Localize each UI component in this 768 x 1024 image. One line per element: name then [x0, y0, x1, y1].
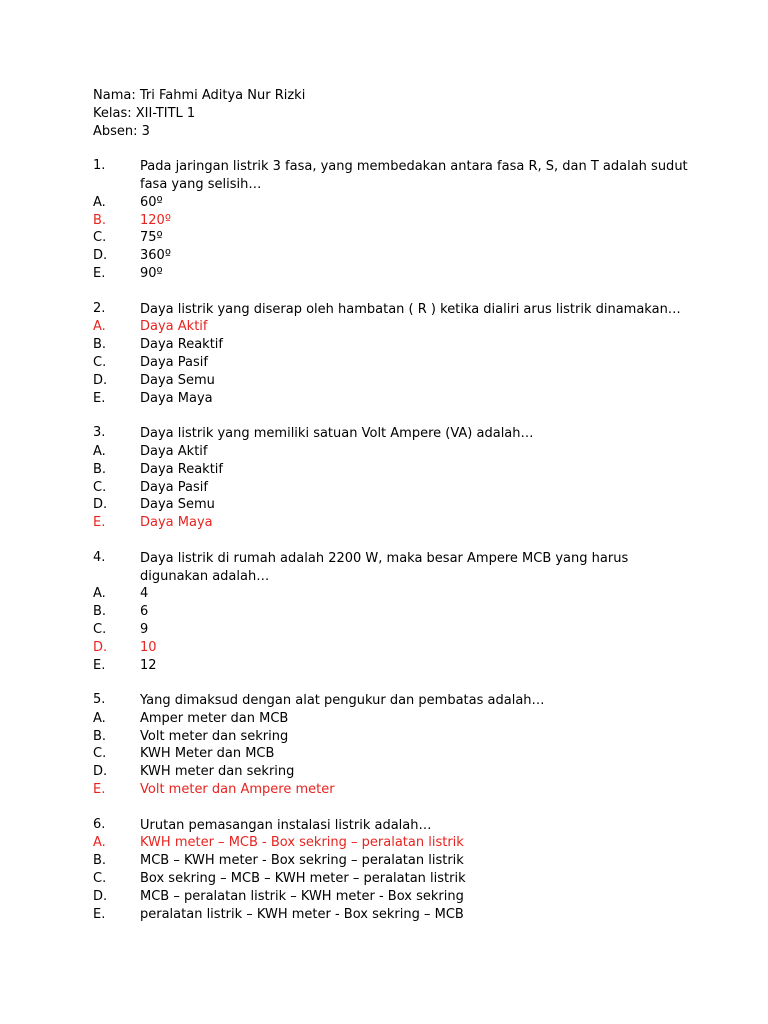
- question-text: Pada jaringan listrik 3 fasa, yang membedakan antara fasa R, S, dan T adalah sudut fasa yang selisih…: [140, 159, 688, 192]
- answer-option: [93, 745, 693, 763]
- answer-option: [93, 443, 693, 461]
- option-letter: C.: [93, 230, 107, 246]
- answer-option: [93, 657, 693, 675]
- option-text: 60º: [140, 194, 163, 210]
- student-attendance-number: Absen: 3: [93, 123, 150, 139]
- question-1: [93, 158, 693, 283]
- option-letter: A.: [93, 835, 106, 851]
- option-text: 6: [140, 604, 149, 620]
- question-text: Urutan pemasangan instalasi listrik adalah…: [140, 817, 432, 833]
- option-letter: A.: [93, 443, 106, 459]
- option-letter: A.: [93, 586, 106, 602]
- question-stem: [93, 301, 693, 319]
- option-letter: B.: [93, 728, 107, 744]
- answer-option: [93, 229, 693, 247]
- question-stem: [93, 817, 693, 835]
- question-number: 3.: [93, 425, 106, 441]
- question-3: [93, 425, 693, 532]
- option-letter: C.: [93, 746, 107, 762]
- question-list: [93, 158, 693, 923]
- option-letter: D.: [93, 248, 108, 264]
- answer-option: [93, 763, 693, 781]
- option-text: MCB – peralatan listrik – KWH meter - Box sekring: [140, 888, 464, 904]
- option-letter: D.: [93, 497, 108, 513]
- option-text: 4: [140, 586, 149, 602]
- answer-option: [93, 336, 693, 354]
- option-text: 9: [140, 621, 149, 637]
- option-text: 10: [140, 639, 157, 655]
- option-letter: B.: [93, 461, 107, 477]
- option-text: 120º: [140, 212, 171, 228]
- option-text: KWH meter – MCB - Box sekring – peralatan listrik: [140, 835, 464, 851]
- option-text: Daya Semu: [140, 497, 215, 513]
- option-letter: B.: [93, 853, 107, 869]
- question-5: [93, 692, 693, 799]
- question-4: [93, 550, 693, 675]
- question-stem: [93, 425, 693, 443]
- option-letter: C.: [93, 354, 107, 370]
- option-text: Daya Aktif: [140, 443, 208, 459]
- option-text: Daya Reaktif: [140, 337, 223, 353]
- answer-option: [93, 621, 693, 639]
- option-text: MCB – KWH meter - Box sekring – peralatan listrik: [140, 853, 464, 869]
- option-text: Daya Pasif: [140, 354, 208, 370]
- answer-option: [93, 247, 693, 265]
- option-letter: E.: [93, 657, 106, 673]
- option-text: 90º: [140, 265, 163, 281]
- option-text: peralatan listrik – KWH meter - Box sekring – MCB: [140, 906, 464, 922]
- option-text: Daya Maya: [140, 515, 213, 531]
- option-text: Daya Maya: [140, 390, 213, 406]
- option-letter: E.: [93, 390, 106, 406]
- option-text: Amper meter dan MCB: [140, 710, 289, 726]
- option-letter: D.: [93, 639, 108, 655]
- answer-option: [93, 888, 693, 906]
- answer-option-correct: [93, 834, 693, 852]
- answer-option: [93, 728, 693, 746]
- option-letter: E.: [93, 906, 106, 922]
- option-letter: A.: [93, 710, 106, 726]
- question-2: [93, 301, 693, 408]
- option-text: 360º: [140, 248, 171, 264]
- document-content: [93, 87, 693, 941]
- option-letter: B.: [93, 212, 107, 228]
- question-stem: [93, 158, 693, 194]
- option-text: Volt meter dan Ampere meter: [140, 782, 335, 798]
- answer-option: [93, 390, 693, 408]
- option-letter: D.: [93, 764, 108, 780]
- option-text: Daya Semu: [140, 372, 215, 388]
- answer-option: [93, 870, 693, 888]
- option-letter: A.: [93, 319, 106, 335]
- option-letter: E.: [93, 265, 106, 281]
- option-text: KWH Meter dan MCB: [140, 746, 275, 762]
- answer-option-correct: [93, 212, 693, 230]
- question-text: Daya listrik yang memiliki satuan Volt Ampere (VA) adalah…: [140, 426, 534, 442]
- option-text: Daya Pasif: [140, 479, 208, 495]
- question-stem: [93, 550, 693, 586]
- answer-option: [93, 496, 693, 514]
- option-letter: B.: [93, 337, 107, 353]
- option-text: 12: [140, 657, 157, 673]
- option-letter: E.: [93, 782, 106, 798]
- answer-option: [93, 710, 693, 728]
- answer-option: [93, 906, 693, 924]
- answer-option: [93, 354, 693, 372]
- answer-option: [93, 479, 693, 497]
- option-letter: C.: [93, 871, 107, 887]
- answer-option: [93, 372, 693, 390]
- option-letter: E.: [93, 515, 106, 531]
- question-number: 5.: [93, 692, 106, 708]
- option-text: Volt meter dan sekring: [140, 728, 289, 744]
- question-number: 1.: [93, 158, 106, 174]
- answer-option-correct: [93, 318, 693, 336]
- option-text: Daya Reaktif: [140, 461, 223, 477]
- option-letter: D.: [93, 372, 108, 388]
- option-text: Box sekring – MCB – KWH meter – peralatan listrik: [140, 871, 466, 887]
- answer-option-correct: [93, 514, 693, 532]
- answer-option: [93, 852, 693, 870]
- option-letter: C.: [93, 479, 107, 495]
- question-6: [93, 817, 693, 924]
- answer-option-correct: [93, 781, 693, 799]
- option-letter: C.: [93, 621, 107, 637]
- option-text: 75º: [140, 230, 163, 246]
- option-text: Daya Aktif: [140, 319, 208, 335]
- answer-option: [93, 265, 693, 283]
- answer-option-correct: [93, 639, 693, 657]
- question-number: 4.: [93, 549, 106, 565]
- option-letter: D.: [93, 888, 108, 904]
- question-text: Daya listrik di rumah adalah 2200 W, maka besar Ampere MCB yang harus digunakan adalah…: [140, 550, 629, 584]
- question-number: 2.: [93, 300, 106, 316]
- spacer: [93, 140, 693, 158]
- option-text: KWH meter dan sekring: [140, 764, 295, 780]
- student-class: Kelas: XII-TITL 1: [93, 105, 196, 121]
- question-text: Yang dimaksud dengan alat pengukur dan pembatas adalah…: [140, 693, 545, 709]
- answer-option: [93, 461, 693, 479]
- student-name: Nama: Tri Fahmi Aditya Nur Rizki: [93, 88, 306, 103]
- answer-option: [93, 585, 693, 603]
- question-number: 6.: [93, 816, 106, 832]
- option-letter: A.: [93, 194, 106, 210]
- answer-option: [93, 603, 693, 621]
- question-stem: [93, 692, 693, 710]
- option-letter: B.: [93, 604, 107, 620]
- answer-option: [93, 194, 693, 212]
- question-text: Daya listrik yang diserap oleh hambatan ( R ) ketika dialiri arus listrik dinamakan…: [140, 301, 681, 317]
